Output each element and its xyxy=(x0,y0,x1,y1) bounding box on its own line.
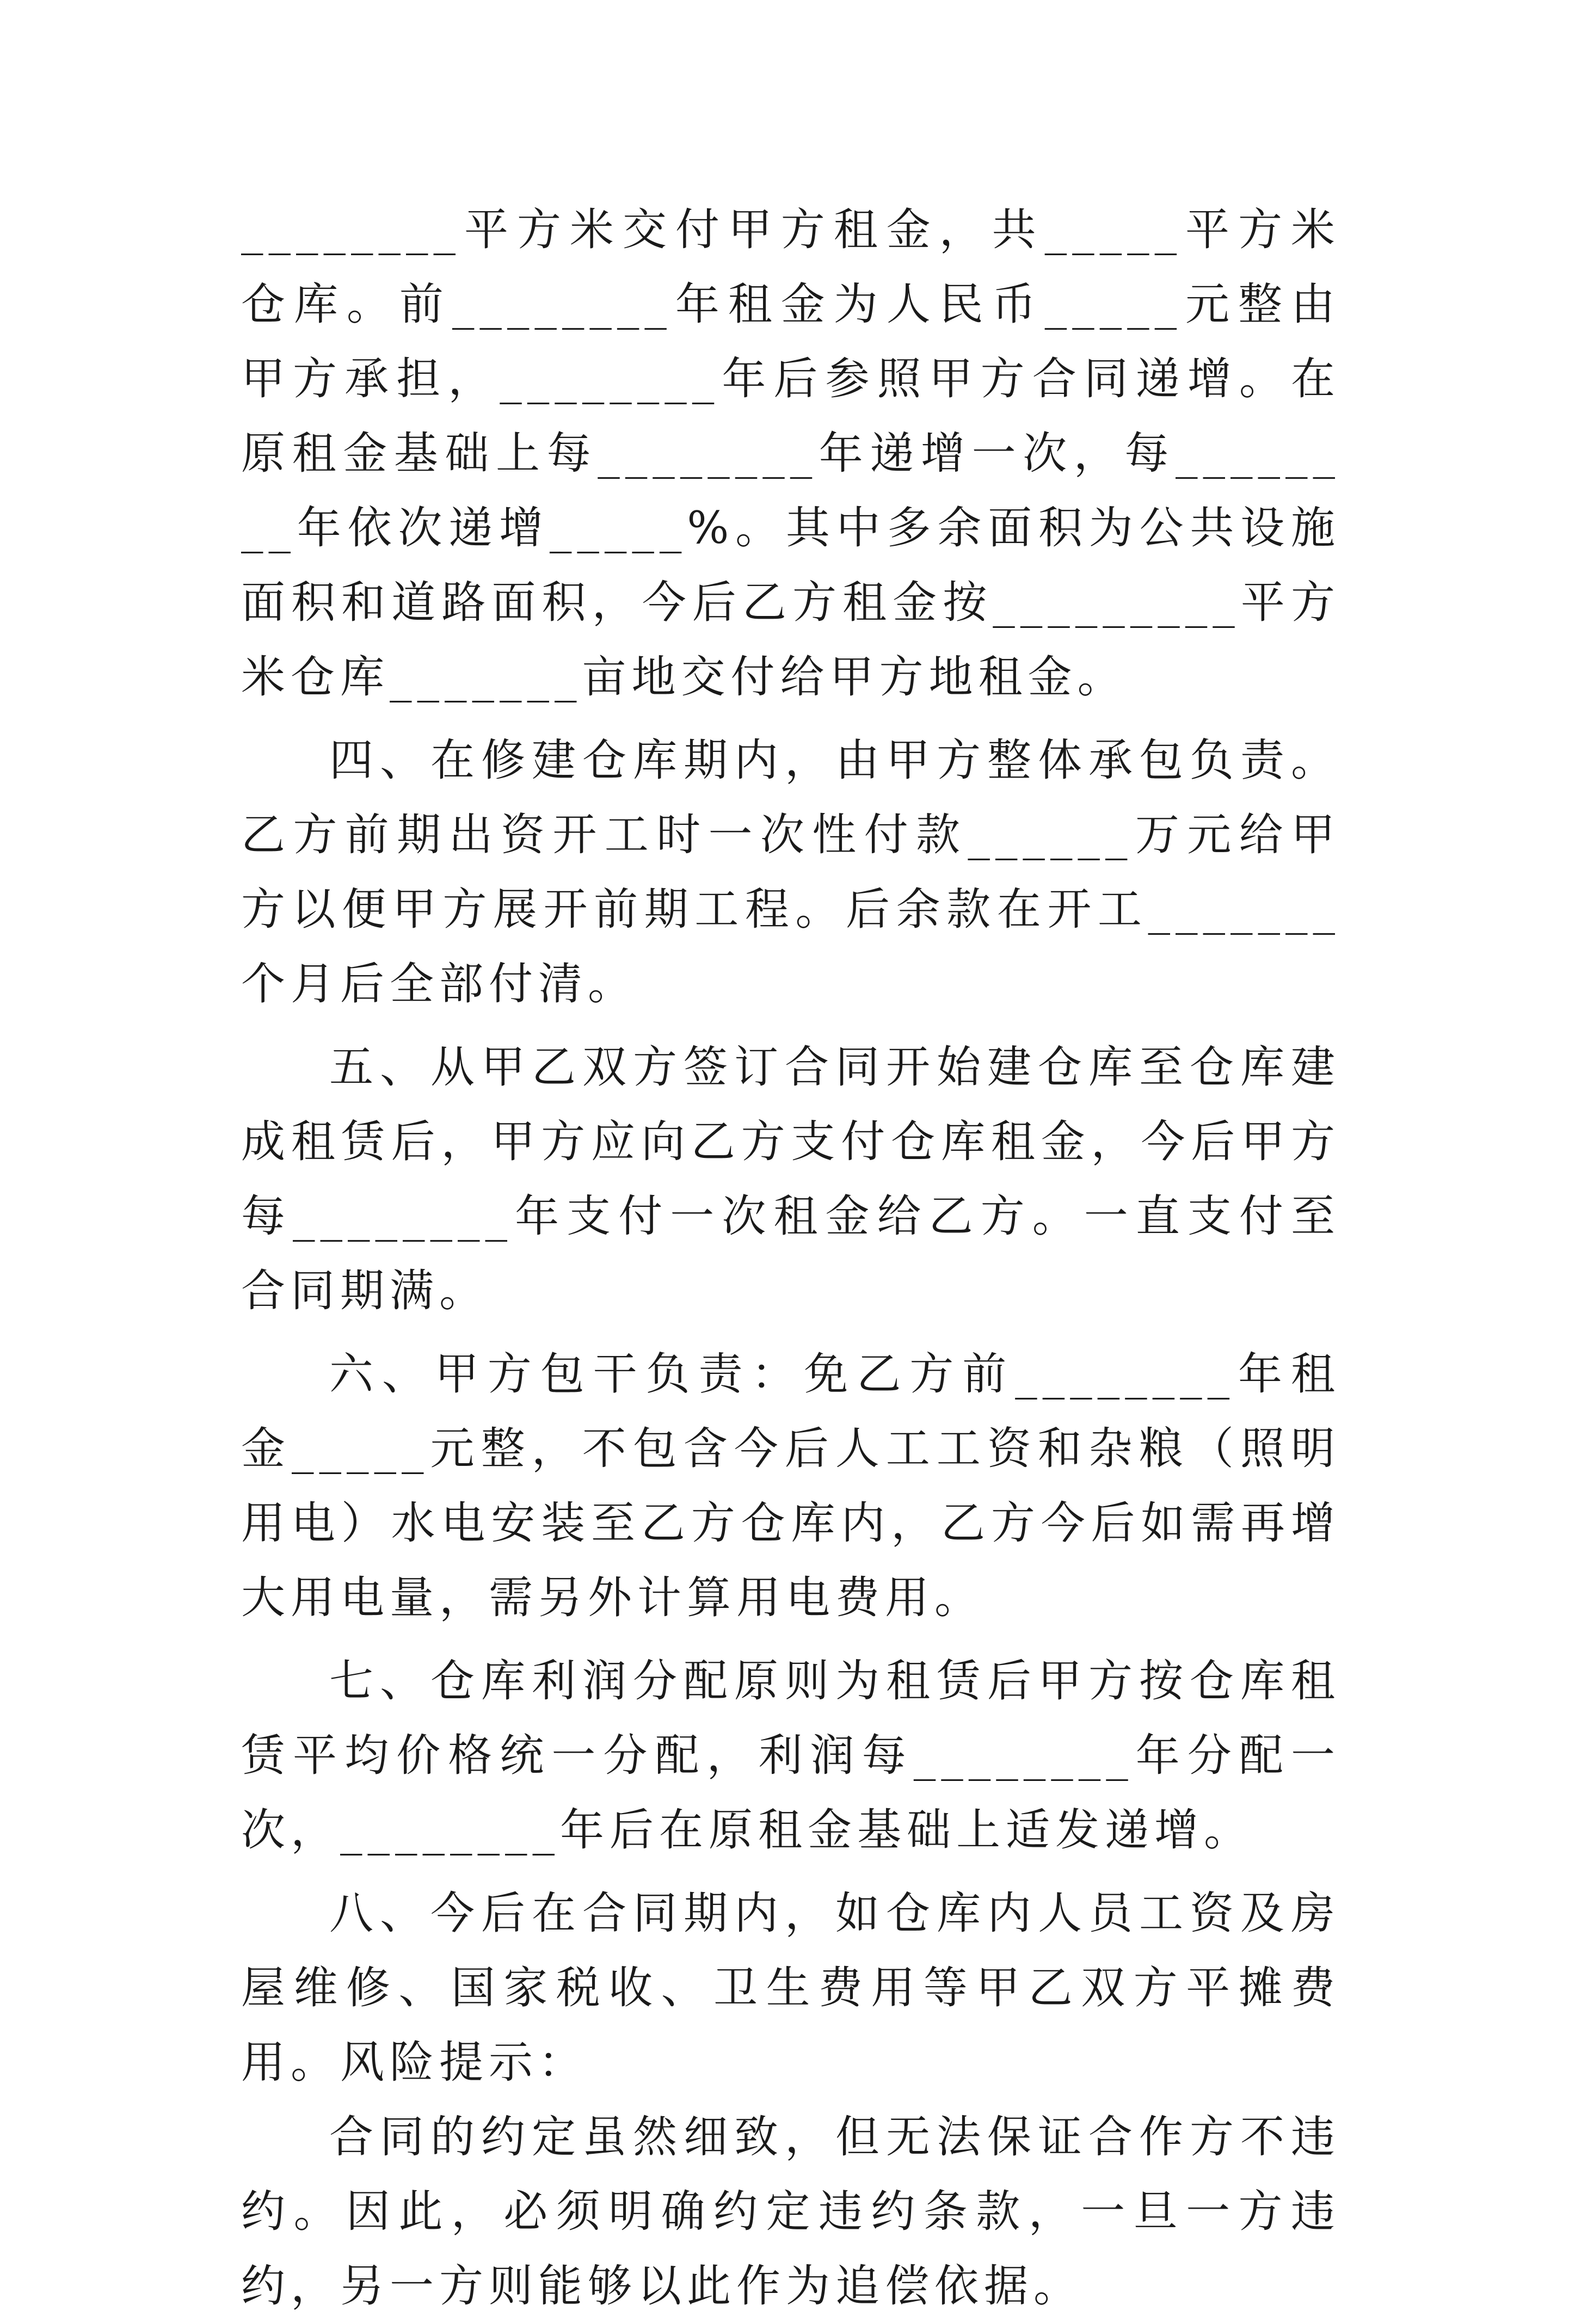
paragraph-rent-terms: ________平方米交付甲方租金，共_____平方米仓库。前________年租金为人民币_____元整由甲方承担，________年后参照甲方合同递增。在原租金基础上每________年递增一次，每________年依次递增_____%。其中多余面积为公共设施面积和道路面积，今后乙方租金按_________平方米仓库_______亩地交付给甲方地租金。 xyxy=(241,205,1340,703)
paragraph-section-7: 七、仓库利润分配原则为租赁后甲方按仓库租赁平均价格统一分配，利润每________年分配一次，________年后在原租金基础上适发递增。 xyxy=(241,1656,1340,1856)
paragraph-section-4: 四、在修建仓库期内，由甲方整体承包负责。乙方前期出资开工时一次性付款______万元给甲方以便甲方展开前期工程。后余款在开工_______个月后全部付清。 xyxy=(241,735,1340,1010)
paragraph-section-8: 八、今后在合同期内，如仓库内人员工资及房屋维修、国家税收、卫生费用等甲乙双方平摊费用。风险提示： xyxy=(241,1888,1340,2088)
paragraph-spacer xyxy=(241,1868,1340,1877)
paragraph-spacer xyxy=(241,1022,1340,1031)
paragraph-section-6: 六、甲方包干负责：免乙方前________年租金_____元整，不包含今后人工工资和杂粮（照明用电）水电安装至乙方仓库内，乙方今后如需再增大用电量，需另外计算用电费用。 xyxy=(241,1349,1340,1624)
paragraph-spacer xyxy=(241,1636,1340,1644)
paragraph-spacer xyxy=(241,1329,1340,1337)
paragraph-risk-note: 合同的约定虽然细致，但无法保证合作方不违约。因此，必须明确约定违约条款，一旦一方违约，另一方则能够以此作为追偿依据。 xyxy=(241,2112,1340,2312)
paragraph-section-5: 五、从甲乙双方签订合同开始建仓库至仓库建成租赁后，甲方应向乙方支付仓库租金，今后甲方每________年支付一次租金给乙方。一直支付至合同期满。 xyxy=(241,1042,1340,1317)
document-page xyxy=(241,193,1340,2324)
paragraph-spacer xyxy=(241,715,1340,724)
